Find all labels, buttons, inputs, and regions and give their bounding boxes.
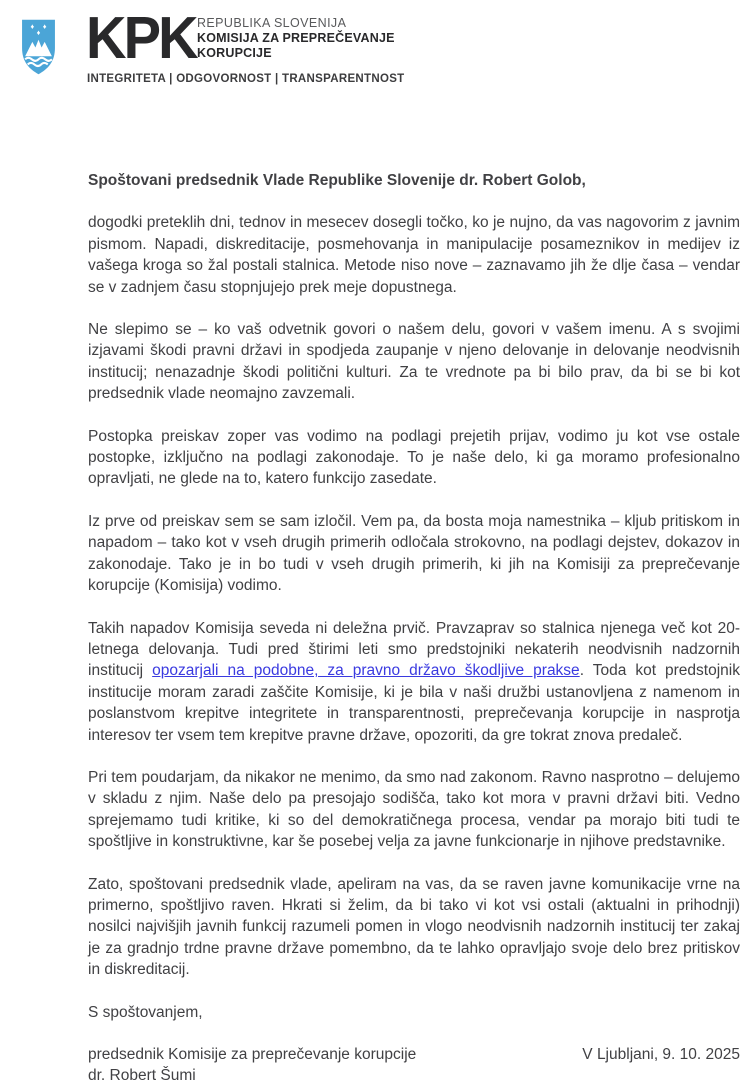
letter-paragraph: Ne slepimo se – ko vaš odvetnik govori o našem delu, govori v vašem imenu. A s svojimi izjavami škodi pravni državi in spodjeda zaupanje v njeno delovanje in delovanje neodvisnih institucij; nenazadnje škodi politični kulturi. Za te vrednote pa bi bilo prav, da bi se bi kot predsednik vlade neomajno zavzemali. bbox=[88, 321, 740, 403]
slovenia-coat-of-arms-icon bbox=[20, 18, 57, 76]
letter-paragraph: Zato, spoštovani predsednik vlade, apeliram na vas, da se raven javne komunikacije vrne na primerno, spoštljivo raven. Hkrati si želim, da bi tako vi kot vsi ostali (aktualni in prihodnji) nosilci najvišjih javnih funkcij razumeli pomen in vlogo neodvisnih nadzornih institucij ter zakaj je za gradnjo trdne pravne države pomembno, da te lahko opravljajo svoje delo brez pritiskov in diskreditacij. bbox=[88, 875, 740, 979]
inline-link[interactable]: opozarjali na podobne, za pravno državo škodljive prakse bbox=[152, 662, 580, 680]
link-paragraph-before: Takih napadov Komisija seveda ni deležna prvič. Pravzaprav so stalnica njenega več kot 20-letnega delovanja. Tudi pred štirimi leti smo predstojniki nekaterih neodvisnih nadzornih institucij bbox=[88, 619, 740, 680]
letter-paragraph: dogodki preteklih dni, tednov in mesecev dosegli točko, ko je nujno, da vas nagovorim z javnim pismom. Napadi, diskreditacije, posmehovanja in manipulacije posameznikov in medijev iz vašega kroga so žal postali stalnica. Metode niso nove – zaznavamo jih že dlje časa – vendar se v zadnjem času stopnjujejo prek meje dopustnega. bbox=[88, 214, 740, 296]
letter-paragraph: Iz prve od preiskav sem se sam izločil. Vem pa, da bosta moja namestnika – kljub pritiskom in napadom – tako kot v vseh drugih primerih odločala strokovno, na podlagi dejstev, dokazov in zakonodaje. Tako je in bo tudi v vseh drugih primerih, ki jih na Komisiji za preprečevanje korupcije (Komisija) vodimo. bbox=[88, 512, 740, 595]
signature-row bbox=[88, 1044, 740, 1087]
date-place: V Ljubljani, 9. 10. 2025 bbox=[582, 1046, 740, 1063]
signature-title: predsednik Komisije za preprečevanje korupcije bbox=[88, 1046, 417, 1063]
signature-block bbox=[88, 1044, 416, 1087]
org-line-commission: KOMISIJA ZA PREPREČEVANJE bbox=[197, 31, 395, 45]
org-line-corruption: KORUPCIJE bbox=[197, 46, 272, 60]
signature-name: dr. Robert Šumi bbox=[88, 1067, 196, 1085]
letter-paragraph: Pri tem poudarjam, da nikakor ne menimo, da smo nad zakonom. Ravno nasprotno – delujemo v skladu z njim. Naše delo pa presojajo sodišča, tako kot mora v pravni državi biti. Vedno sprejemamo tudi kritike, ki so del demokratičnega procesa, vendar pa morajo biti tudi te spoštljive in konstruktivne, kar še posebej velja za javne funkcionarje in njihove predstavnike. bbox=[88, 768, 740, 851]
letter-body bbox=[88, 170, 740, 1087]
org-line-republic: REPUBLIKA SLOVENIJA bbox=[197, 16, 347, 30]
letter-paragraph: Postopka preiskav zoper vas vodimo na podlagi prejetih prijav, vodimo ju kot vse ostale postopke, izključno na podlagi zakonodaje. To je naše delo, ki ga moramo profesionalno opravljati, ne glede na to, katero funkcijo zasedate. bbox=[88, 427, 740, 488]
letter-paragraph-with-link bbox=[88, 618, 740, 746]
kpk-logotype: KPK bbox=[86, 5, 196, 71]
tagline: INTEGRITETA | ODGOVORNOST | TRANSPARENTNOST bbox=[87, 73, 405, 85]
closing: S spoštovanjem, bbox=[88, 1003, 203, 1021]
link-paragraph-after: . Toda kot predstojnik institucije moram zaradi zaščite Komisije, ki je bila v naši družbi ustanovljena z namenom in poslanstvom krepitve integritete in transparentnosti, preprečevanja korupcije in nasprotja interesov ter vsem tem krepitve pravne države, opozoriti, da gre tokrat znova predaleč. bbox=[88, 662, 740, 744]
organization-name bbox=[197, 16, 395, 61]
salutation: Spoštovani predsednik Vlade Republike Slovenije dr. Robert Golob, bbox=[88, 172, 586, 189]
